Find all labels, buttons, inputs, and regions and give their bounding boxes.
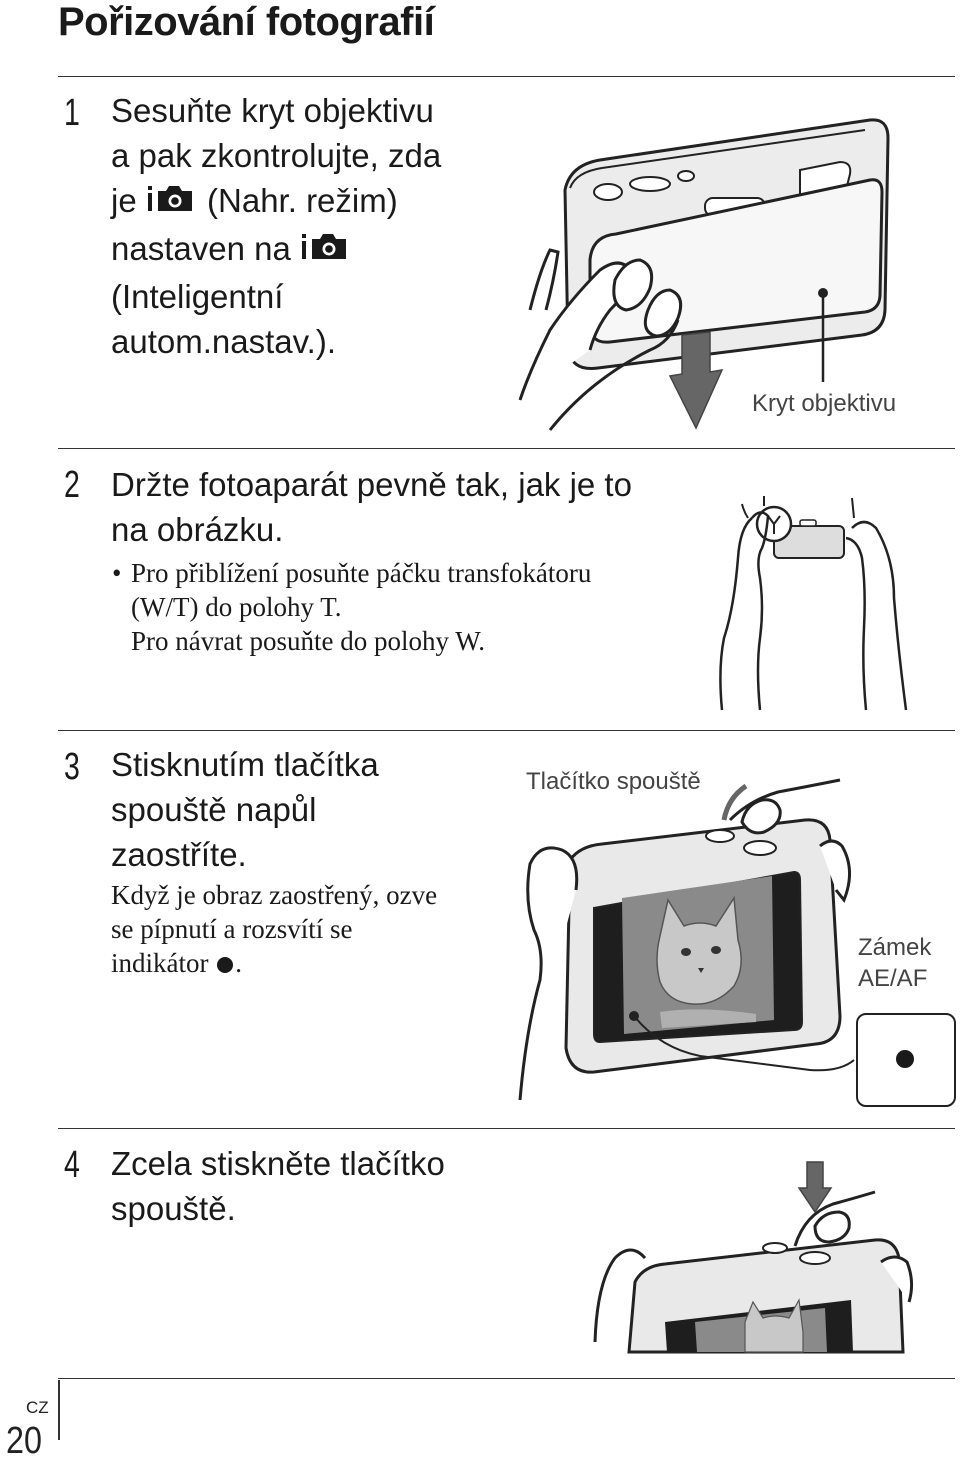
footer-divider [58, 1380, 60, 1440]
ae-af-lock-callout [858, 932, 931, 994]
step-4-heading [111, 1141, 445, 1231]
step-number: 4 [64, 1144, 80, 1186]
intelligent-auto-icon [146, 181, 198, 226]
heading-line: Sesuňte kryt objektivu [111, 92, 434, 129]
note-line: (W/T) do polohy T. [131, 592, 342, 622]
full-press-illustration [585, 1162, 915, 1352]
note-text: indikátor [111, 948, 209, 978]
intelligent-auto-icon [300, 229, 352, 274]
page-number: 20 [6, 1420, 42, 1462]
language-code: CZ [26, 1398, 49, 1417]
step-3-note [111, 878, 437, 983]
holding-camera-illustration [712, 488, 922, 713]
note-line: Když je obraz zaostřený, ozve [111, 880, 438, 910]
heading-line: (Inteligentní [111, 277, 284, 315]
lens-cover-callout: Kryt objektivu [752, 390, 897, 417]
note-line: se pípnutí a rozsvítí se [111, 914, 353, 944]
divider [58, 76, 955, 77]
divider [58, 1378, 955, 1379]
step-3-heading [111, 742, 379, 877]
ae-af-indicator-box [856, 1013, 956, 1107]
heading-line [111, 226, 441, 274]
note-end: . [235, 948, 242, 978]
heading-text: je [111, 182, 137, 219]
step-number: 3 [64, 746, 80, 788]
step-2-heading [111, 462, 632, 552]
note-line: Pro přiblížení posuňte páčku transfokátoru [131, 558, 592, 588]
shutter-button-callout: Tlačítko spouště [526, 768, 701, 795]
heading-text: nastaven na [111, 229, 291, 267]
heading-line: Zcela stiskněte tlačítko [111, 1145, 445, 1182]
note-line: Pro návrat posuňte do polohy W. [131, 626, 485, 656]
heading-line: Stisknutím tlačítka [111, 746, 379, 783]
focus-indicator-icon [896, 1050, 914, 1068]
step-1-heading [111, 88, 441, 364]
half-press-illustration [510, 780, 855, 1110]
step-number: 2 [64, 464, 80, 506]
divider [58, 448, 955, 449]
callout-line: Zámek [858, 934, 932, 961]
callout-line: AE/AF [858, 965, 928, 992]
note-line [111, 946, 437, 983]
bullet: • [112, 558, 122, 588]
divider [58, 730, 955, 731]
page-title: Pořizování fotografií [58, 0, 435, 44]
heading-line: spouště napůl [111, 791, 317, 828]
focus-indicator-icon [215, 949, 235, 983]
heading-line [111, 178, 441, 226]
heading-line: Držte fotoaparát pevně tak, jak je to [111, 466, 632, 503]
heading-line: spouště. [111, 1190, 236, 1227]
heading-line: na obrázku. [111, 511, 284, 548]
heading-text: (Nahr. režim) [207, 182, 398, 219]
step-number: 1 [64, 92, 80, 134]
heading-line: a pak zkontrolujte, zda [111, 137, 442, 174]
step-2-note [131, 556, 591, 658]
heading-line: autom.nastav.). [111, 322, 336, 360]
divider [58, 1128, 955, 1129]
heading-line: zaostříte. [111, 836, 247, 873]
